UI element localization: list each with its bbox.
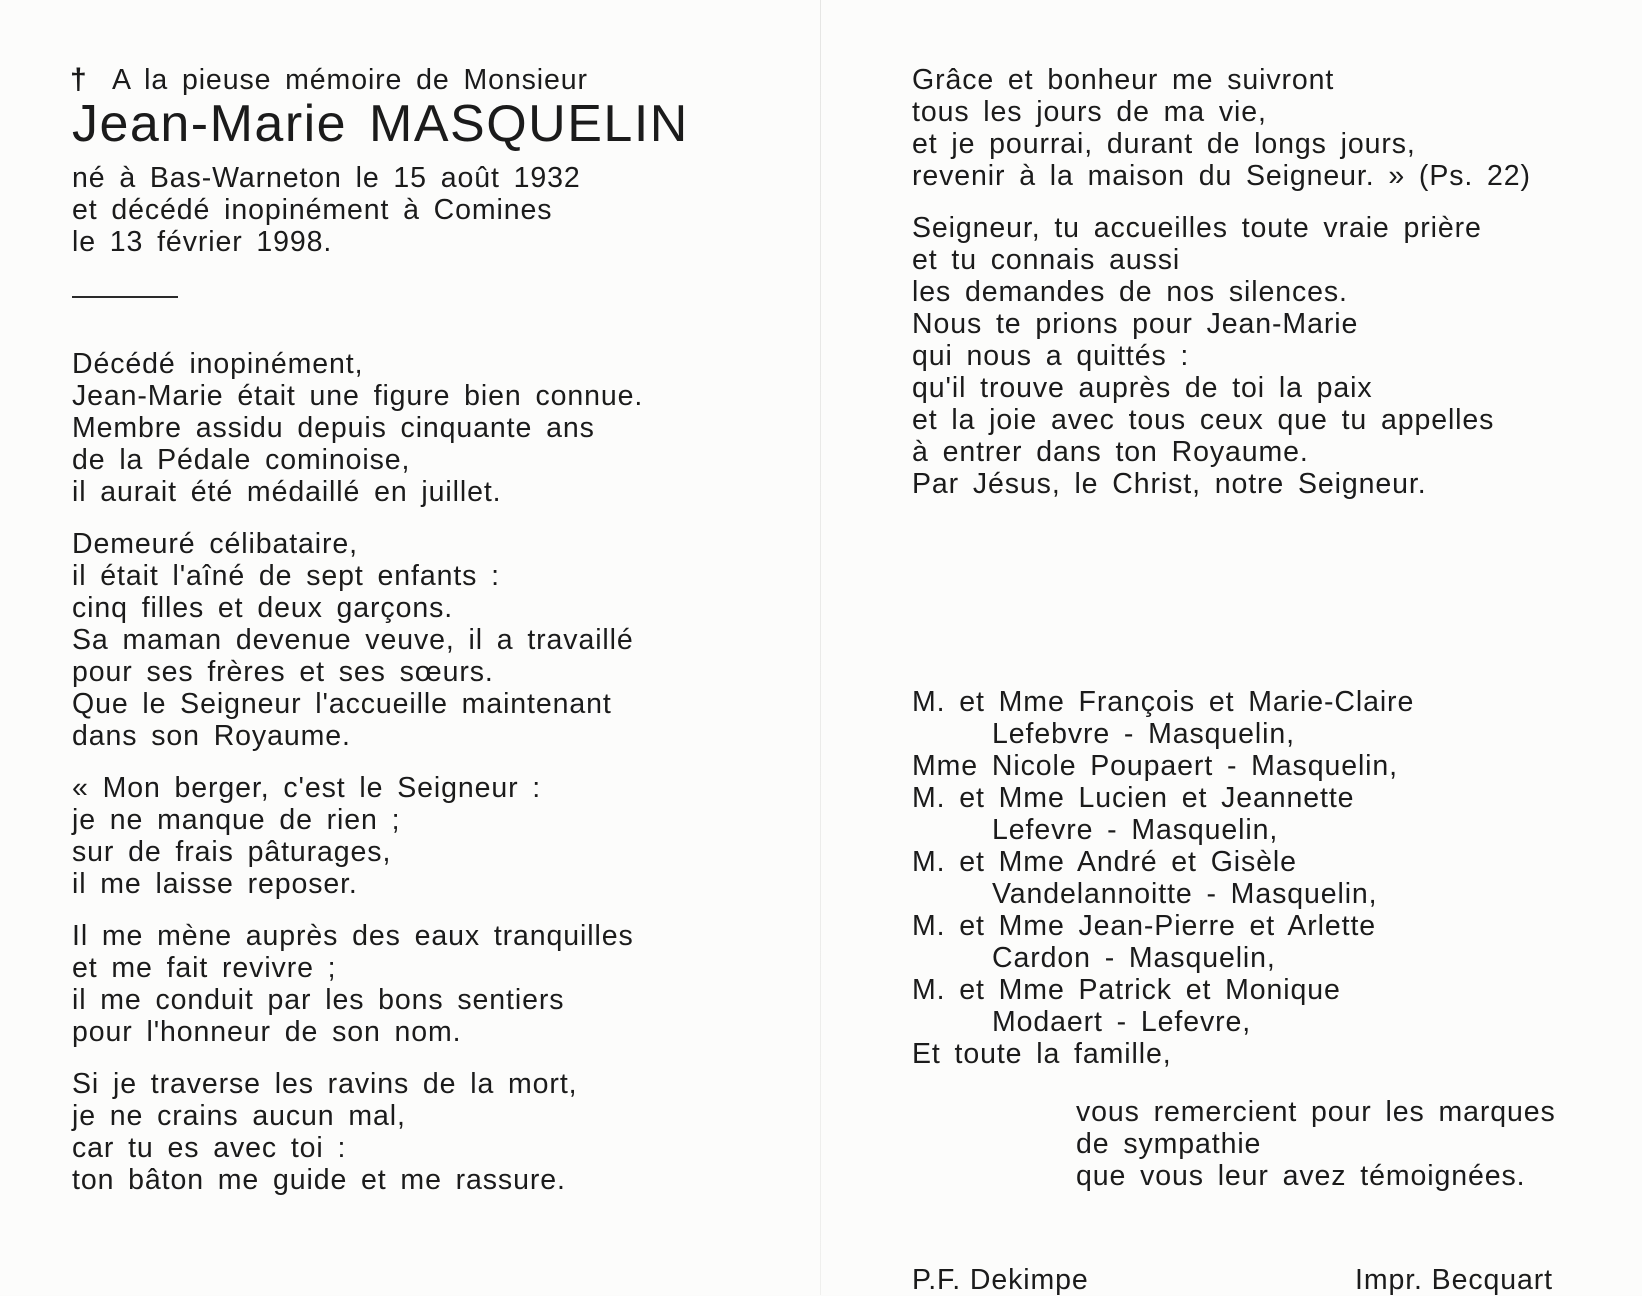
family-member-line: M. et Mme Patrick et Monique xyxy=(912,974,1341,1006)
family-member-line: M. et Mme François et Marie-Claire xyxy=(912,686,1415,718)
text-line: et tu connais aussi xyxy=(912,244,1181,276)
separator-rule xyxy=(72,296,178,298)
family-member-line: Et toute la famille, xyxy=(912,1038,1172,1070)
text-line: Si je traverse les ravins de la mort, xyxy=(72,1068,578,1100)
text-line: Il me mène auprès des eaux tranquilles xyxy=(72,920,634,952)
family-member-line: M. et Mme André et Gisèle xyxy=(912,846,1297,878)
thanks-line: de sympathie xyxy=(1076,1128,1262,1160)
right-paragraph xyxy=(912,212,1612,500)
paragraph-gap xyxy=(912,192,1612,212)
text-line: qu'il trouve auprès de toi la paix xyxy=(912,372,1373,404)
intro-text: A la pieuse mémoire de Monsieur xyxy=(112,64,588,96)
left-column xyxy=(72,64,792,1196)
text-line: et je pourrai, durant de longs jours, xyxy=(912,128,1416,160)
thanks-line: vous remercient pour les marques xyxy=(1076,1096,1556,1128)
family-surname-line: Lefevre - Masquelin, xyxy=(992,814,1279,846)
family-surname-line: Cardon - Masquelin, xyxy=(992,942,1276,974)
text-line: Sa maman devenue veuve, il a travaillé xyxy=(72,624,634,656)
fold-line xyxy=(820,0,821,1295)
paragraph-gap xyxy=(72,1048,792,1068)
left-paragraph xyxy=(72,920,792,1048)
text-line: qui nous a quittés : xyxy=(912,340,1190,372)
left-paragraph xyxy=(72,348,792,508)
text-line: revenir à la maison du Seigneur. » (Ps. 22) xyxy=(912,160,1531,192)
paragraph-gap xyxy=(72,900,792,920)
left-paragraph xyxy=(72,528,792,752)
text-line: de la Pédale cominoise, xyxy=(72,444,411,476)
text-line: je ne manque de rien ; xyxy=(72,804,401,836)
family-surname-line: Modaert - Lefevre, xyxy=(992,1006,1252,1038)
deceased-name: Jean-Marie MASQUELIN xyxy=(72,95,689,153)
family-surname-line: Lefebvre - Masquelin, xyxy=(992,718,1295,750)
text-line: dans son Royaume. xyxy=(72,720,351,752)
text-line: Demeuré célibataire, xyxy=(72,528,358,560)
family-surname-line: Vandelannoitte - Masquelin, xyxy=(992,878,1378,910)
text-line: pour l'honneur de son nom. xyxy=(72,1016,462,1048)
left-paragraph xyxy=(72,1068,792,1196)
family-list xyxy=(912,686,1612,1070)
text-line: il me laisse reposer. xyxy=(72,868,358,900)
text-line: Grâce et bonheur me suivront xyxy=(912,64,1335,96)
text-line: à entrer dans ton Royaume. xyxy=(912,436,1309,468)
text-line: les demandes de nos silences. xyxy=(912,276,1348,308)
text-line: Seigneur, tu accueilles toute vraie prière xyxy=(912,212,1482,244)
printer-credit: Impr. Becquart xyxy=(1355,1264,1553,1296)
thanks-line: que vous leur avez témoignées. xyxy=(1076,1160,1526,1192)
text-line: « Mon berger, c'est le Seigneur : xyxy=(72,772,542,804)
family-member-line: Mme Nicole Poupaert - Masquelin, xyxy=(912,750,1398,782)
cross-icon: † xyxy=(70,63,88,96)
text-line: Jean-Marie était une figure bien connue. xyxy=(72,380,644,412)
text-line: et la joie avec tous ceux que tu appelles xyxy=(912,404,1495,436)
text-line: tous les jours de ma vie, xyxy=(912,96,1267,128)
thanks-block xyxy=(912,1096,1612,1192)
family-member-line: M. et Mme Jean-Pierre et Arlette xyxy=(912,910,1377,942)
intro-line xyxy=(72,64,792,96)
undertaker-credit: P.F. Dekimpe xyxy=(912,1264,1089,1296)
family-member-line: M. et Mme Lucien et Jeannette xyxy=(912,782,1355,814)
text-line: il était l'aîné de sept enfants : xyxy=(72,560,500,592)
text-line: Décédé inopinément, xyxy=(72,348,364,380)
left-paragraph xyxy=(72,772,792,900)
text-line: Que le Seigneur l'accueille maintenant xyxy=(72,688,612,720)
left-text-body xyxy=(72,348,792,1196)
death-date-line: le 13 février 1998. xyxy=(72,226,333,258)
text-line: sur de frais pâturages, xyxy=(72,836,392,868)
text-line: Membre assidu depuis cinquante ans xyxy=(72,412,595,444)
text-line: il me conduit par les bons sentiers xyxy=(72,984,565,1016)
text-line: et me fait revivre ; xyxy=(72,952,337,984)
death-line: et décédé inopinément à Comines xyxy=(72,194,553,226)
birth-line: né à Bas-Warneton le 15 août 1932 xyxy=(72,162,581,194)
text-line: il aurait été médaillé en juillet. xyxy=(72,476,502,508)
right-text-body xyxy=(912,64,1612,500)
text-line: pour ses frères et ses sœurs. xyxy=(72,656,494,688)
text-line: Nous te prions pour Jean-Marie xyxy=(912,308,1359,340)
text-line: ton bâton me guide et me rassure. xyxy=(72,1164,566,1196)
text-line: cinq filles et deux garçons. xyxy=(72,592,454,624)
text-line: Par Jésus, le Christ, notre Seigneur. xyxy=(912,468,1427,500)
right-paragraph xyxy=(912,64,1612,192)
text-line: je ne crains aucun mal, xyxy=(72,1100,406,1132)
paragraph-gap xyxy=(72,752,792,772)
text-line: car tu es avec toi : xyxy=(72,1132,347,1164)
paragraph-gap xyxy=(72,508,792,528)
right-column xyxy=(912,64,1612,1192)
